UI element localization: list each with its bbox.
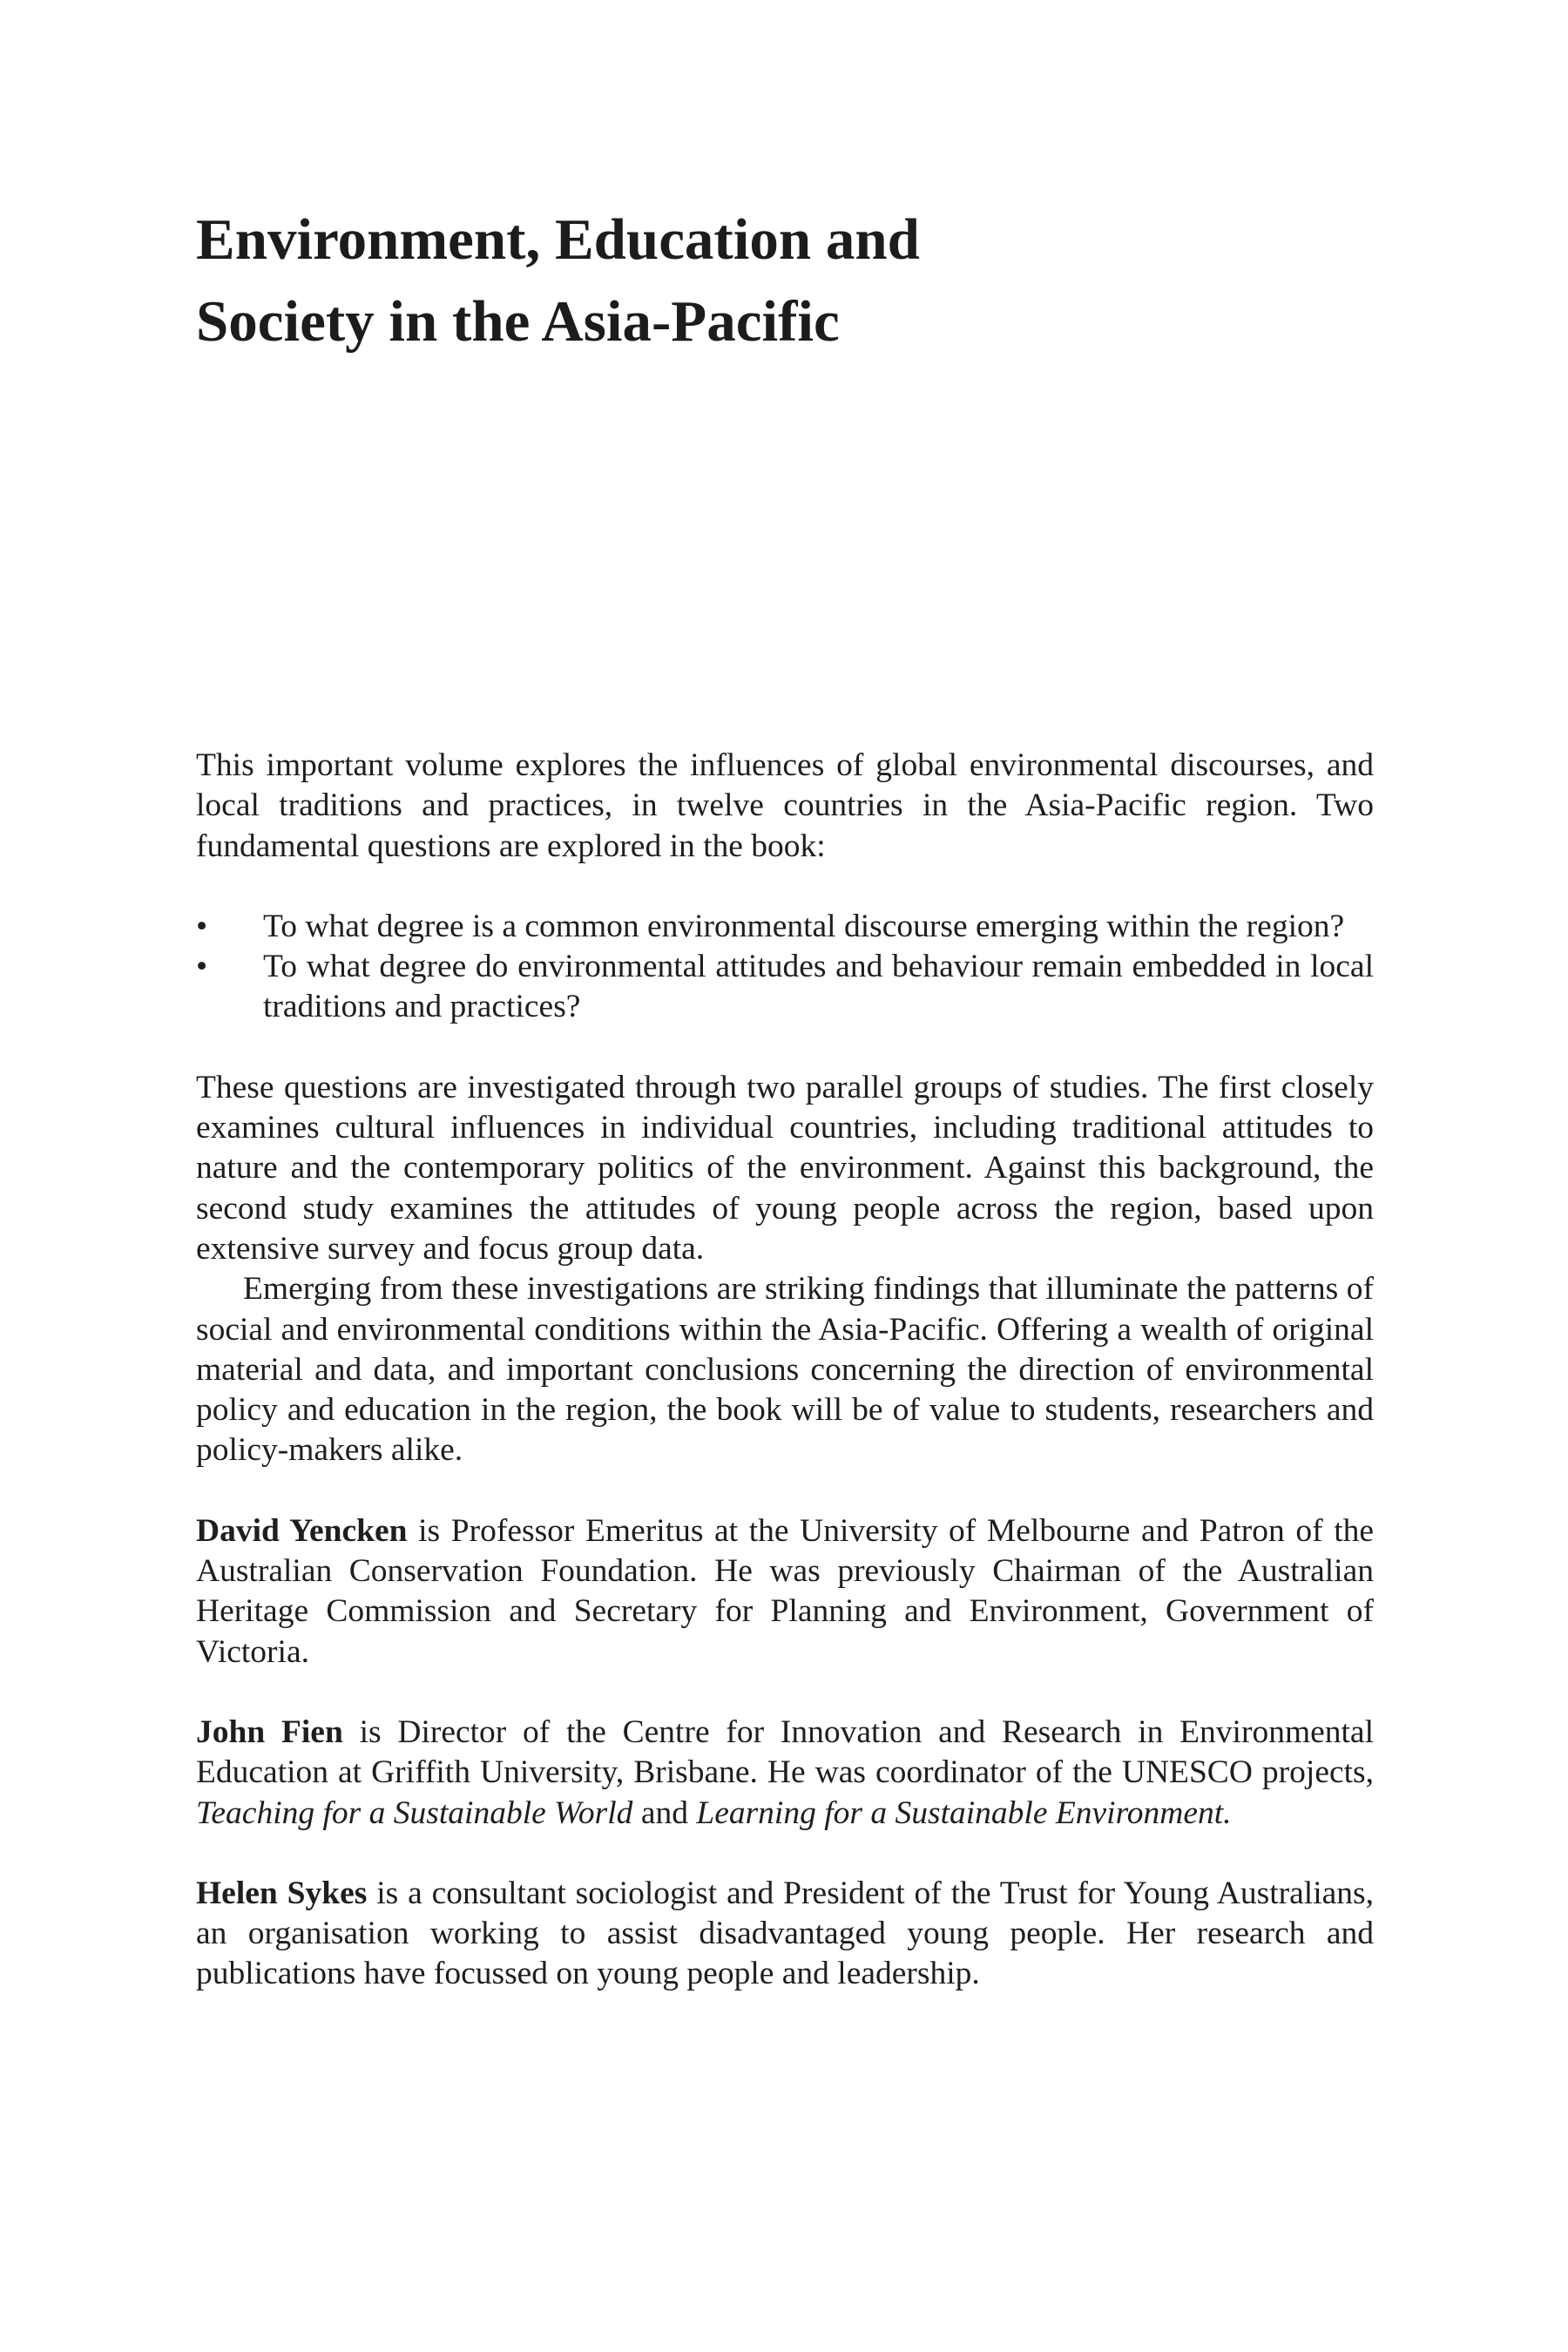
author-name-sykes: Helen Sykes xyxy=(196,1875,368,1911)
spacer xyxy=(196,1028,1374,1068)
spacer xyxy=(196,867,1374,907)
spacer xyxy=(196,1673,1374,1713)
intro-paragraph: This important volume explores the influences of global environmental discourses, and local traditions and practices, in twelve countries in the Asia-Pacific region. Two fundamental questions are explored in the book: xyxy=(196,747,1374,864)
studies-paragraph: These questions are investigated through two parallel groups of studies. The first closely examines cultural influences in individual countries, including traditional attitudes to nature and the contemporary politics of the environment. Against this background, the second study examines the attitudes of young people across the region, based upon extensive survey and focus group data. xyxy=(196,1069,1374,1267)
question-2-text: To what degree do environmental attitudes and behaviour remain embedded in local traditions and practices? xyxy=(263,949,1374,1025)
list-item xyxy=(196,947,1374,1028)
project-connector: and xyxy=(632,1794,697,1831)
bio-yencken xyxy=(196,1511,1374,1673)
spacer xyxy=(196,1834,1374,1874)
bullet-icon: • xyxy=(196,908,208,944)
list-item xyxy=(196,907,1374,947)
bio-sykes xyxy=(196,1874,1374,1995)
findings-paragraph: Emerging from these investigations are striking findings that illuminate the patterns of social and environmental conditions within the Asia-Pacific. Offering a wealth of original material and data, and important conclusions concerning the direction of environmental policy and education in the region, the book will be of value to students, researchers and policy-makers alike. xyxy=(196,1271,1374,1469)
bullet-icon: • xyxy=(196,949,208,985)
author-name-fien: John Fien xyxy=(196,1713,343,1750)
author-name-yencken: David Yencken xyxy=(196,1512,408,1549)
blurb-body xyxy=(196,746,1374,1995)
book-title-line-1: Environment, Education and xyxy=(196,207,920,272)
bio-text-sykes: is a consultant sociologist and President of the Trust for Young Australians, an organisation working to assist disadvantaged young people. Her research and publications have focussed on young people and leadership. xyxy=(196,1875,1374,1992)
bio-fien xyxy=(196,1713,1374,1834)
bio-text-yencken: is Professor Emeritus at the University of Melbourne and Patron of the Australian Conservation Foundation. He was previously Chairman of the Australian Heritage Commission and Secretary for Planning and Environment, Government of Victoria. xyxy=(196,1512,1375,1670)
bio-text-fien: is Director of the Centre for Innovation and Research in Environmental Education at Griffith University, Brisbane. He was coordinator of the UNESCO projects, xyxy=(196,1713,1374,1791)
spacer xyxy=(196,1471,1374,1511)
project-title-1: Teaching for a Sustainable World xyxy=(196,1794,633,1831)
project-title-2: Learning for a Sustainable Environment. xyxy=(696,1794,1232,1831)
book-title xyxy=(196,199,1416,362)
questions-list xyxy=(196,907,1374,1028)
question-1-text: To what degree is a common environmental discourse emerging within the region? xyxy=(263,908,1345,944)
book-title-line-2: Society in the Asia-Pacific xyxy=(196,289,840,354)
